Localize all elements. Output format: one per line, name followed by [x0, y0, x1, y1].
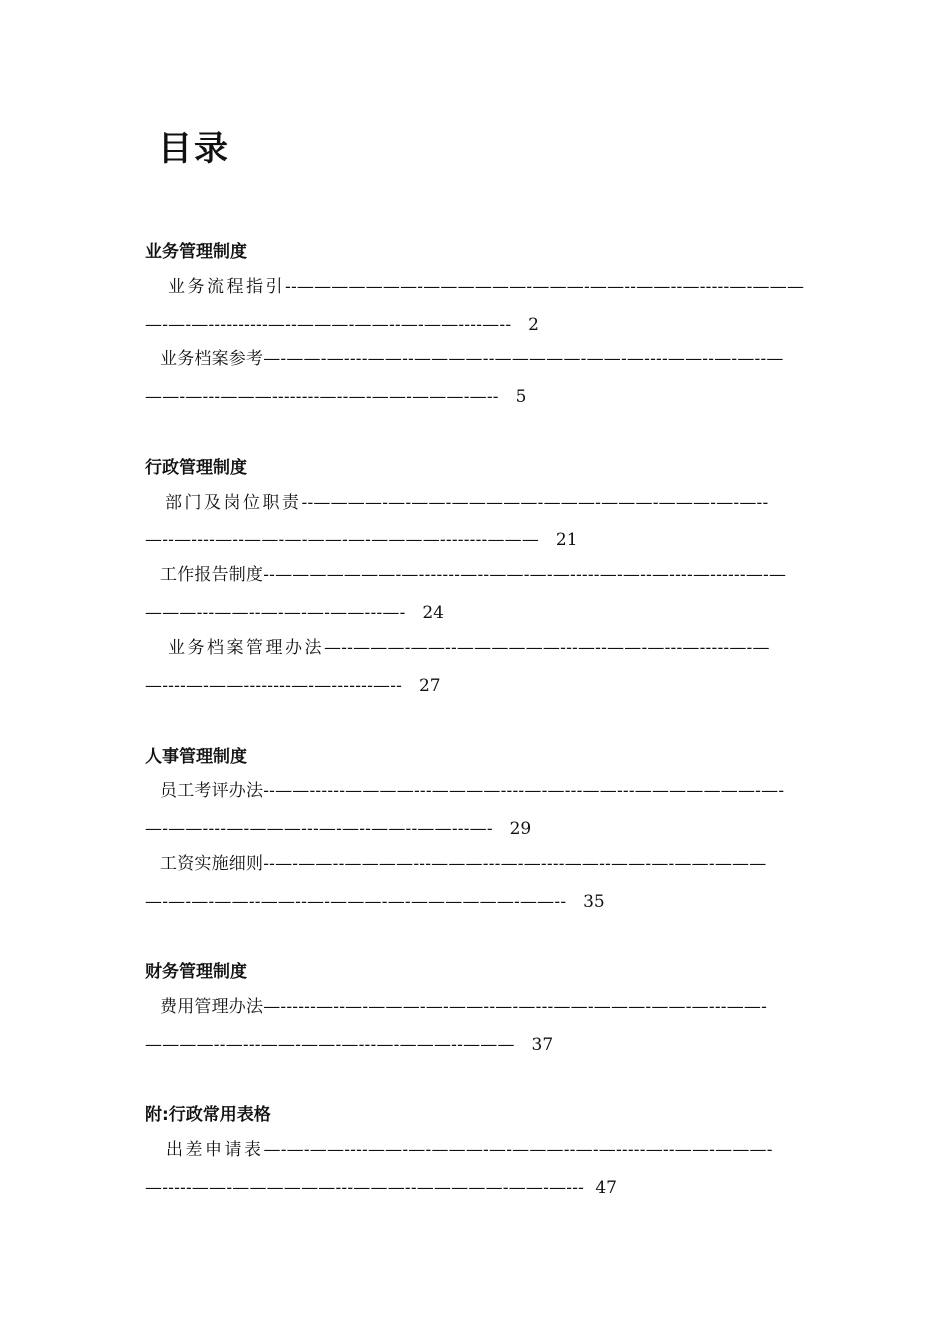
toc-entry-label: 业务档案管理办法: [168, 638, 324, 658]
toc-entry-travel-request[interactable]: [166, 1137, 773, 1163]
toc-entry-expense-management-cont[interactable]: [145, 1032, 553, 1058]
toc-leader: —--———-——--——————---—--——-—---—-----—-—: [324, 638, 770, 658]
section-heading-admin: 行政管理制度: [145, 458, 247, 478]
toc-entry-label: 费用管理办法: [160, 997, 264, 1017]
toc-entry-work-report-cont[interactable]: [145, 600, 444, 626]
toc-entry-department-duties[interactable]: [165, 490, 768, 516]
toc-entry-label: 业务档案参考: [160, 349, 264, 369]
toc-entry-archive-management[interactable]: [168, 635, 770, 661]
toc-entry-label: 部门及岗位职责: [165, 493, 302, 513]
toc-entry-work-report[interactable]: [160, 562, 786, 588]
toc-entry-business-archive-reference-cont[interactable]: [145, 384, 526, 410]
toc-page-number: 24: [422, 603, 444, 623]
toc-leader: --————-—-——-—————-———-———-———-—-—--: [301, 493, 769, 513]
toc-page-number: 21: [555, 530, 578, 550]
toc-leader: —----—-——--------—-—-------—--: [145, 676, 403, 696]
toc-page-number: 29: [509, 819, 532, 839]
toc-entry-travel-request-cont[interactable]: [145, 1175, 617, 1201]
toc-leader: —-——----—-———---—-—--——--——---—-: [145, 819, 493, 839]
toc-leader: —-—-—----------—--———-——--—-——----—--: [145, 315, 512, 335]
toc-leader: —--—----—--——-—-——-—-————--------———: [145, 530, 540, 550]
toc-entry-employee-evaluation[interactable]: [160, 778, 784, 804]
toc-leader: ————--—---——-——-—---—-———--———: [145, 1035, 515, 1055]
toc-page-number: 5: [515, 387, 527, 407]
toc-leader: —-----——-——————---———--—————-——-—---: [145, 1178, 585, 1198]
toc-leader: —------—--—-———-—-——--—-—---——-———-——-—---——-: [263, 997, 768, 1017]
section-heading-appendix-forms: 附:行政常用表格: [145, 1105, 271, 1125]
toc-page-number: 47: [595, 1178, 617, 1198]
toc-leader: —-—-—-——--——--—-———-—-——————-——--: [145, 892, 567, 912]
toc-leader: —-——-—----——--————--—————-——-—----——--—-—--—: [263, 349, 784, 369]
toc-page-number: 2: [528, 315, 539, 335]
toc-leader: --———————-—-------—--——-—-—-----—-—--—----—------—-—: [263, 565, 787, 585]
toc-leader: ——-—---———--------—--—-——-———-—--: [145, 387, 499, 407]
toc-leader: --——------————---————----—-—---——---———————-—-: [263, 781, 785, 801]
section-heading-finance: 财务管理制度: [145, 962, 247, 982]
toc-entry-salary-rules-cont[interactable]: [145, 889, 605, 915]
toc-entry-archive-management-cont[interactable]: [145, 673, 441, 699]
toc-page-number: 35: [583, 892, 605, 912]
toc-entry-label: 工资实施细则: [160, 854, 264, 874]
toc-entry-employee-evaluation-cont[interactable]: [145, 816, 531, 842]
toc-leader: ———---——--—-—-—-——---—-: [145, 603, 406, 623]
section-heading-hr: 人事管理制度: [145, 747, 247, 767]
section-heading-business: 业务管理制度: [145, 242, 247, 262]
toc-entry-label: 业务流程指引: [168, 277, 285, 297]
toc-page-number: 37: [531, 1035, 554, 1055]
toc-leader: —-—-——----——-—-———-—-———--—-—-----—--——-———-: [263, 1140, 773, 1160]
toc-entry-business-process[interactable]: [168, 274, 804, 300]
page-title: 目录: [158, 129, 230, 169]
toc-entry-business-process-cont[interactable]: [145, 312, 539, 338]
toc-leader: --—-——--————---———---—-—----——--——-—-——-———: [263, 854, 767, 874]
toc-entry-label: 工作报告制度: [160, 565, 264, 585]
toc-entry-label: 员工考评办法: [160, 781, 264, 801]
toc-entry-expense-management[interactable]: [160, 994, 767, 1020]
toc-entry-salary-rules[interactable]: [160, 851, 766, 877]
toc-entry-label: 出差申请表: [166, 1140, 264, 1160]
toc-entry-business-archive-reference[interactable]: [160, 346, 784, 372]
toc-entry-department-duties-cont[interactable]: [145, 527, 578, 553]
toc-page-number: 27: [418, 676, 441, 696]
toc-leader: --———————-——————-———-——--——--—-----—-———: [285, 277, 805, 297]
